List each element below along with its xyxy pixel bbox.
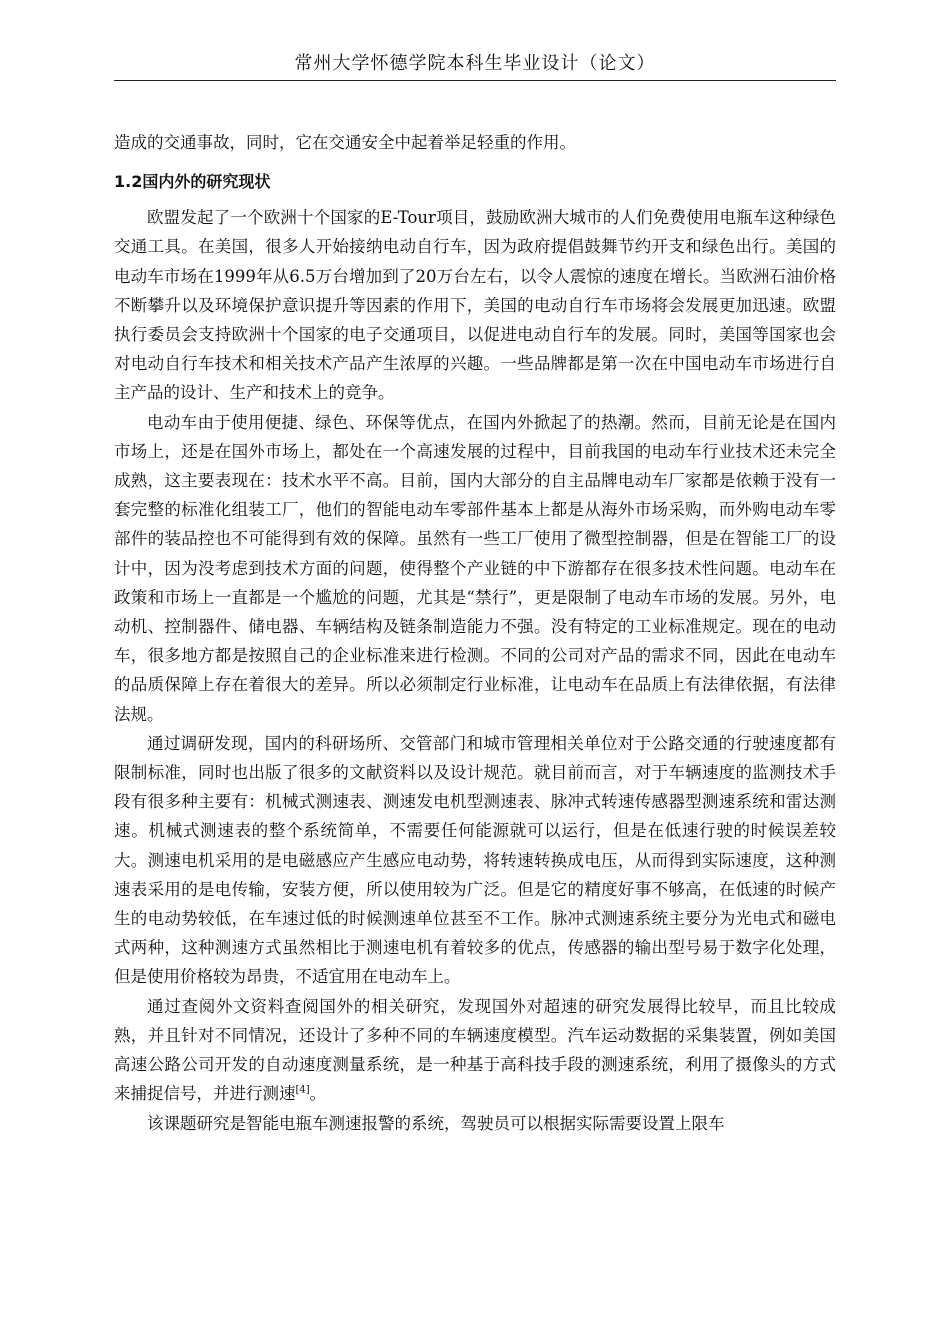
paragraph-1: 欧盟发起了一个欧洲十个国家的E-Tour项目，鼓励欧洲大城市的人们免费使用电瓶车这种绿色交通工具。在美国，很多人开始接纳电动自行车，因为政府提倡鼓舞节约开支和绿色出行。美国的电动车市场在1999年从6.5万台增加到了20万台左右，以令人震惊的速度在增长。当欧洲石油价格不断攀升以及环境保护意识提升等因素的作用下，美国的电动自行车市场将会发展更加迅速。欧盟执行委员会支持欧洲十个国家的电子交通项目，以促进电动自行车的发展。同时，美国等国家也会对电动自行车技术和相关技术产品产生浓厚的兴趣。一些品牌都是第一次在中国电动车市场进行自主产品的设计、生产和技术上的竞争。 [114, 208, 836, 403]
paragraph-2: 电动车由于使用便捷、绿色、环保等优点，在国内外掀起了的热潮。然而，目前无论是在国内市场上，还是在国外市场上，都处在一个高速发展的过程中，目前我国的电动车行业技术还未完全成熟，这主要表现在：技术水平不高。目前，国内大部分的自主品牌电动车厂家都是依赖于没有一套完整的标准化组装工厂，他们的智能电动车零部件基本上都是从海外市场采购，而外购电动车零部件的装品控也不可能得到有效的保障。虽然有一些工厂使用了微型控制器，但是在智能工厂的设计中，因为没考虑到技术方面的问题，使得整个产业链的中下游都存在很多技术性问题。电动车在政策和市场上一直都是一个尴尬的问题，尤其是“禁行”，更是限制了电动车市场的发展。另外，电动机、控制器件、储电器、车辆结构及链条制造能力不强。没有特定的工业标准规定。现在的电动车，很多地方都是按照自己的企业标准来进行检测。不同的公司对产品的需求不同，因此在电动车的品质保障上存在着很大的差异。所以必须制定行业标准，让电动车在品质上有法律依据，有法律法规。 [114, 412, 836, 724]
section-heading [114, 167, 836, 197]
document-body [114, 128, 836, 1138]
paragraph-4-text: 通过查阅外文资料查阅国外的相关研究，发现国外对超速的研究发展得比较早，而且比较成熟，并且针对不同情况，还设计了多种不同的车辆速度模型。汽车运动数据的采集装置，例如美国高速公路公司开发的自动速度测量系统，是一种基于高科技手段的测速系统，利用了摄像头的方式来捕捉信号，并进行测速 [114, 996, 836, 1104]
section-number: 1.2 [114, 172, 143, 192]
citation-ref: [4] [295, 1084, 310, 1096]
paragraph-4 [114, 992, 836, 1109]
paragraph-5: 该课题研究是智能电瓶车测速报警的系统，驾驶员可以根据实际需要设置上限车 [147, 1113, 725, 1133]
header-divider [114, 80, 836, 81]
section-title: 国内外的研究现状 [142, 172, 271, 192]
continuation-paragraph: 造成的交通事故，同时，它在交通安全中起着举足轻重的作用。 [114, 133, 576, 152]
paragraph-3: 通过调研发现，国内的科研场所、交管部门和城市管理相关单位对于公路交通的行驶速度都有限制标准，同时也出版了很多的文献资料以及设计规范。就目前而言，对于车辆速度的监测技术手段有很多种主要有：机械式测速表、测速发电机型测速表、脉冲式转速传感器型测速系统和雷达测速。机械式测速表的整个系统简单，不需要任何能源就可以运行，但是在低速行驶的时候误差较大。测速电机采用的是电磁感应产生感应电动势，将转速转换成电压，从而得到实际速度，这种测速表采用的是电传输，安装方便，所以使用较为广泛。但是它的精度好事不够高，在低速的时候产生的电动势较低，在车速过低的时候测速单位甚至不工作。脉冲式测速系统主要分为光电式和磁电式两种，这种测速方式虽然相比于测速电机有着较多的优点，传感器的输出型号易于数字化处理，但是使用价格较为昂贵，不适宜用在电动车上。 [114, 733, 836, 987]
paragraph-4-end: 。 [309, 1084, 327, 1104]
page-header: 常州大学怀德学院本科生毕业设计（论文） [294, 53, 656, 74]
